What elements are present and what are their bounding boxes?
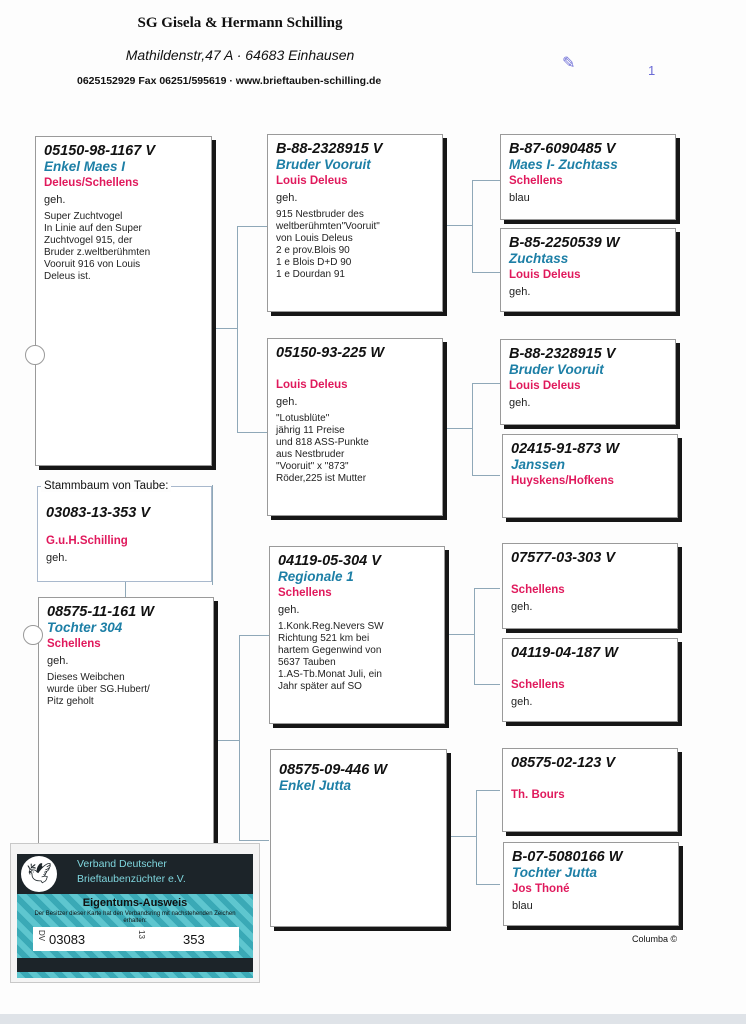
card-grandfather-maternal (269, 546, 445, 724)
connector (443, 428, 473, 429)
breeder: Schellens (509, 175, 563, 187)
ring-number: B-88-2328915 V (509, 346, 616, 362)
card-mother (38, 597, 214, 847)
binder-hole (25, 345, 45, 365)
color: geh. (44, 194, 66, 206)
ring-number: 08575-09-446 W (279, 762, 388, 778)
connector (237, 432, 267, 433)
color: geh. (278, 604, 300, 616)
ring-number: 05150-93-225 W (276, 345, 385, 361)
breeder: G.u.H.Schilling (46, 535, 128, 547)
connector (472, 272, 500, 273)
connector (476, 790, 500, 791)
software-credit: Columba © (632, 934, 678, 944)
connector (474, 588, 500, 589)
connector (472, 383, 473, 475)
card-grandmother-paternal (267, 338, 443, 516)
card-great-grandparent-8 (503, 842, 679, 926)
connector (443, 225, 473, 226)
ring-number: 02415-91-873 W (511, 441, 620, 457)
pigeon-name: Enkel Maes I (44, 159, 126, 174)
card-great-grandparent-1 (500, 134, 676, 220)
connector (237, 226, 238, 432)
breeder-name: SG Gisela & Hermann Schilling (137, 15, 343, 31)
connector (474, 684, 500, 685)
connector (239, 635, 240, 840)
card-great-grandparent-6 (502, 638, 678, 722)
remarks: 1.Konk.Reg.Nevers SW Richtung 521 km bei hartem Gegenwind von 5637 Tauben 1.AS-Tb.Monat Juli, ein Jahr später auf SO (278, 621, 384, 692)
card-great-grandparent-3 (500, 339, 676, 425)
pigeon-name: Regionale 1 (278, 569, 354, 584)
color: blau (512, 900, 533, 912)
pigeon-name: Bruder Vooruit (509, 362, 604, 377)
connector (212, 485, 213, 585)
pigeon-logo-icon: 🕊 (21, 856, 57, 892)
year: 13 (137, 930, 146, 939)
connector (472, 383, 500, 384)
ring-number: 05150-98-1167 V (44, 143, 155, 159)
connector (239, 840, 269, 841)
ownership-card (10, 843, 260, 983)
breeder-contact: 0625152929 Fax 06251/595619 · www.brieftauben-schilling.de (77, 75, 382, 87)
breeder: Schellens (278, 587, 332, 599)
breeder-address: Mathildenstr,47 A · 64683 Einhausen (125, 47, 355, 63)
breeder: Th. Bours (511, 789, 565, 801)
card-subject (37, 486, 212, 582)
connector (125, 580, 126, 598)
card-father (35, 136, 212, 466)
ring-number: 04119-04-187 W (511, 645, 618, 661)
pen-note: 1 (648, 63, 656, 78)
breeder: Huyskens/Hofkens (511, 475, 614, 487)
breeder: Louis Deleus (509, 380, 581, 392)
ring-number: 04119-05-304 V (278, 553, 381, 569)
ownership-card-subtitle: Der Besitzer dieser Karte hat den Verbandsring mit nachstehenden Zeichen erhalten: (34, 911, 236, 924)
club-number: 03083 (49, 932, 86, 947)
connector (474, 588, 475, 684)
card-great-grandparent-2 (500, 228, 676, 312)
breeder: Deleus/Schellens (44, 177, 139, 189)
connector (447, 836, 477, 837)
color: geh. (509, 286, 531, 298)
breeder: Schellens (511, 679, 565, 691)
ring-number: 07577-03-303 V (511, 550, 615, 566)
breeder: Louis Deleus (276, 379, 348, 391)
ownership-card-title: Eigentums-Ausweis (82, 897, 188, 909)
connector (445, 634, 475, 635)
remarks: "Lotusblüte" jährig 11 Preise und 818 ASS-Punkte aus Nestbruder "Vooruit" x "873" Röder,225 ist Mutter (276, 413, 369, 484)
ring-number: B-88-2328915 V (276, 141, 383, 157)
org-name-line1: Verband Deutscher (77, 858, 167, 870)
connector (237, 226, 267, 227)
card-great-grandparent-7 (502, 748, 678, 832)
ring-number: B-07-5080166 W (512, 849, 623, 865)
connector (212, 328, 238, 329)
ring-number: 03083-13-353 V (46, 505, 150, 521)
remarks: 915 Nestbruder des weltberühmten"Vooruit" von Louis Deleus 2 e prov.Blois 90 1 e Blois D+D 90 1 e Dourdan 91 (276, 209, 380, 280)
pigeon-name: Tochter 304 (47, 620, 123, 635)
ring-code-field (33, 927, 239, 951)
card-great-grandparent-4 (502, 434, 678, 518)
pigeon-name: Bruder Vooruit (276, 157, 371, 172)
binder-hole (23, 625, 43, 645)
ownership-card-body (17, 894, 253, 978)
pigeon-name: Maes I- Zuchtass (509, 157, 618, 172)
color: geh. (47, 655, 69, 667)
connector (214, 740, 240, 741)
breeder: Louis Deleus (276, 175, 348, 187)
color: geh. (276, 192, 298, 204)
card-great-grandparent-5 (502, 543, 678, 629)
ring-number: B-85-2250539 W (509, 235, 620, 251)
breeder: Jos Thoné (512, 883, 570, 895)
ring-number: 08575-02-123 V (511, 755, 615, 771)
remarks: Dieses Weibchen wurde über SG.Hubert/ Pitz geholt (47, 672, 150, 707)
pedigree-label: Stammbaum von Taube: (41, 480, 171, 492)
pen-mark: ✎ (562, 55, 576, 72)
pigeon-name: Enkel Jutta (279, 778, 352, 793)
color: geh. (46, 552, 68, 564)
card-stripe (17, 958, 253, 972)
connector (472, 180, 500, 181)
color: geh. (509, 397, 531, 409)
connector (476, 884, 500, 885)
connector (472, 475, 500, 476)
pigeon-name: Zuchtass (509, 251, 569, 266)
org-name-line2: Brieftaubenzüchter e.V. (77, 873, 186, 885)
card-grandfather-paternal (267, 134, 443, 312)
connector (239, 635, 269, 636)
color: geh. (511, 601, 533, 613)
ring-number: 353 (183, 932, 205, 947)
breeder: Schellens (47, 638, 101, 650)
sheet-edge (0, 1014, 746, 1024)
dv-label: DV (37, 930, 46, 942)
breeder: Schellens (511, 584, 565, 596)
ownership-card-header (17, 854, 253, 894)
color: geh. (511, 696, 533, 708)
ring-number: B-87-6090485 V (509, 141, 616, 157)
pigeon-name: Janssen (511, 457, 566, 472)
ring-number: 08575-11-161 W (47, 604, 154, 620)
connector (472, 180, 473, 272)
color: geh. (276, 396, 298, 408)
card-grandmother-maternal (270, 749, 447, 927)
remarks: Super Zuchtvogel In Linie auf den Super Zuchtvogel 915, der Bruder z.weltberühmten Vooruit 916 von Louis Deleus ist. (44, 211, 151, 282)
breeder: Louis Deleus (509, 269, 581, 281)
connector (476, 790, 477, 884)
color: blau (509, 192, 530, 204)
pigeon-name: Tochter Jutta (512, 865, 598, 880)
